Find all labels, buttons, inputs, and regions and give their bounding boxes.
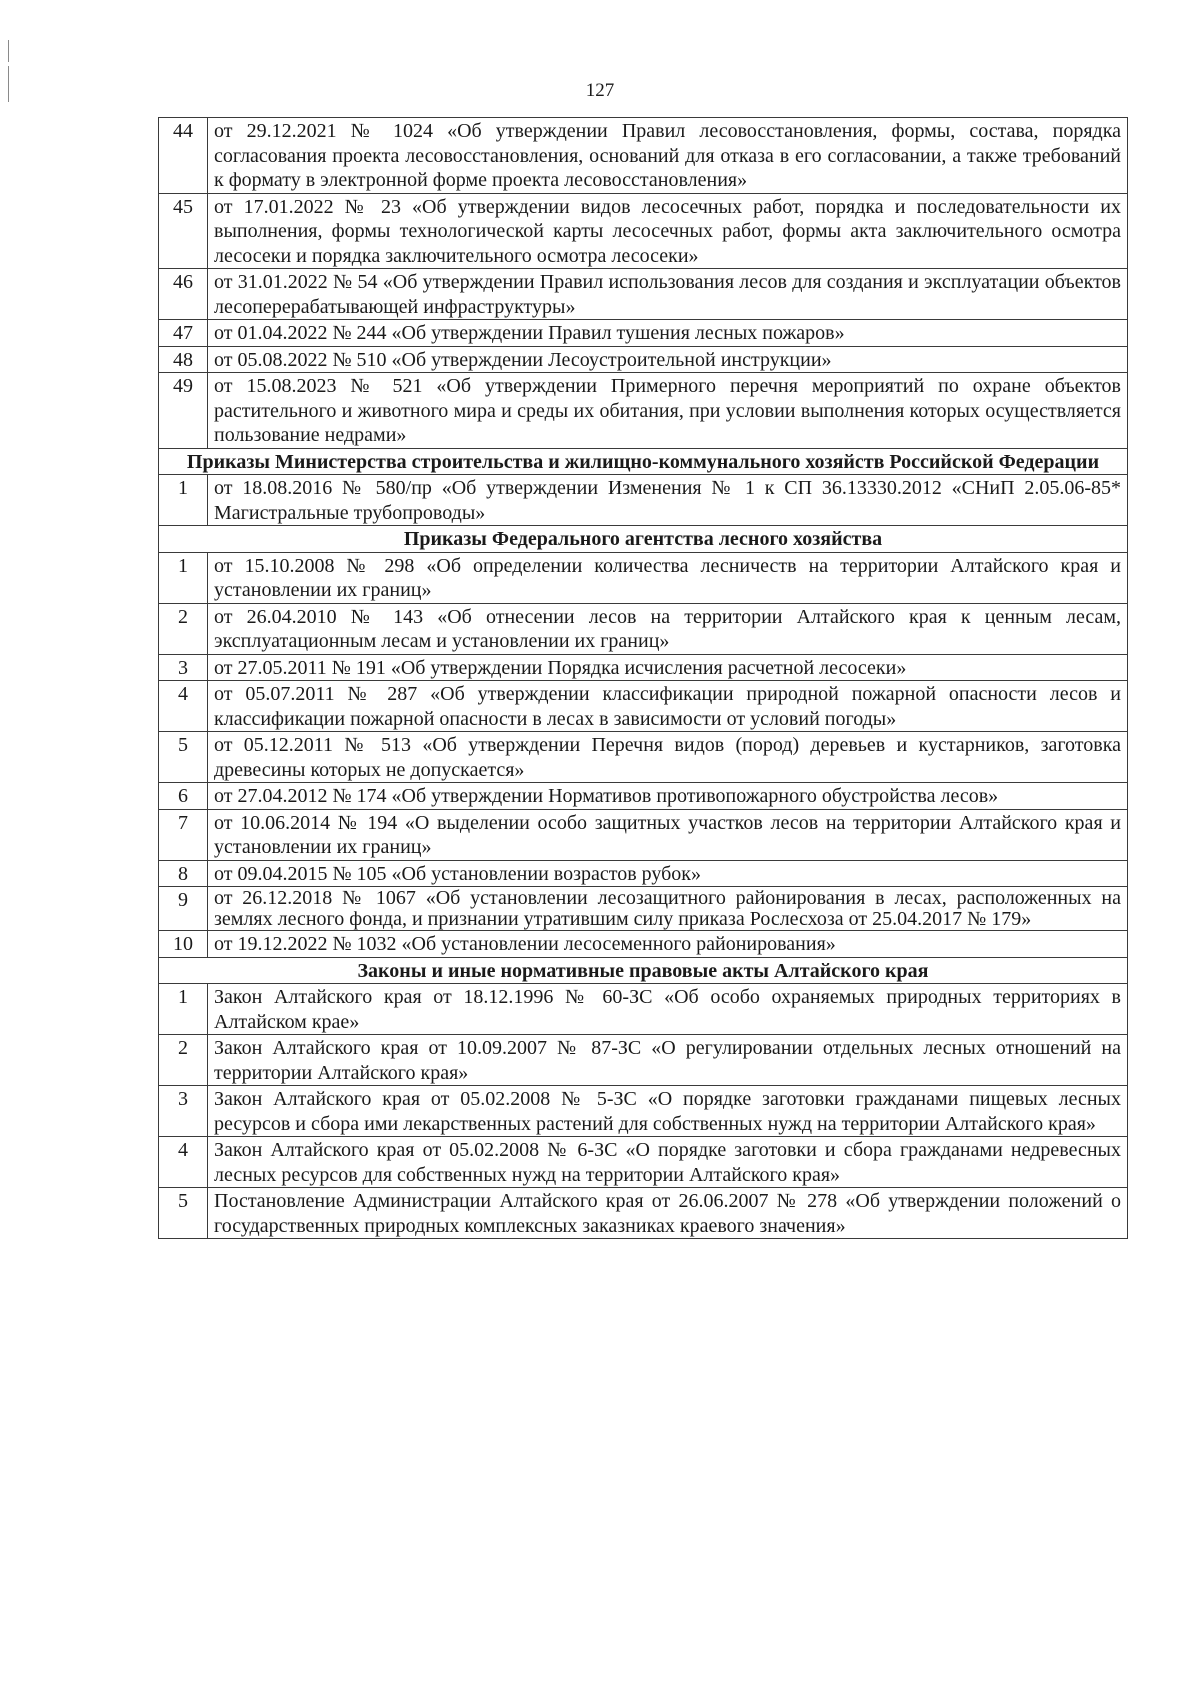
act-description: от 26.04.2010 № 143 «Об отнесении лесов на территории Алтайского края к ценным лесам, эксплуатационным лесам и установлении их границ»	[208, 603, 1128, 654]
section-header-row	[159, 957, 1128, 984]
table-row	[159, 346, 1128, 373]
table-row	[159, 603, 1128, 654]
section-title: Законы и иные нормативные правовые акты Алтайского края	[159, 957, 1128, 984]
table-row	[159, 1137, 1128, 1188]
table-row	[159, 118, 1128, 194]
act-description: от 01.04.2022 № 244 «Об утверждении Правил тушения лесных пожаров»	[208, 320, 1128, 347]
row-number: 4	[159, 1137, 208, 1188]
table-row	[159, 552, 1128, 603]
table-row	[159, 931, 1128, 958]
act-description: от 15.08.2023 № 521 «Об утверждении Примерного перечня мероприятий по охране объектов растительного и животного мира и среды их обитания, при условии выполнения которых осуществляется пользование недрами»	[208, 373, 1128, 449]
row-number: 3	[159, 654, 208, 681]
row-number: 4	[159, 681, 208, 732]
act-description: от 15.10.2008 № 298 «Об определении количества лесничеств на территории Алтайского края и установлении их границ»	[208, 552, 1128, 603]
act-description: от 05.12.2011 № 513 «Об утверждении Перечня видов (пород) деревьев и кустарников, заготовка древесины которых не допускается»	[208, 732, 1128, 783]
table-row	[159, 475, 1128, 526]
table-row	[159, 193, 1128, 269]
act-description: Закон Алтайского края от 05.02.2008 № 6-ЗС «О порядке заготовки и сбора гражданами недревесных лесных ресурсов для собственных нужд на территории Алтайского края»	[208, 1137, 1128, 1188]
page-number: 127	[585, 80, 615, 101]
section-title: Приказы Министерства строительства и жилищно-коммунального хозяйств Российской Федерации	[159, 448, 1128, 475]
table-row	[159, 732, 1128, 783]
row-number: 2	[159, 603, 208, 654]
act-description: от 26.12.2018 № 1067 «Об установлении лесозащитного районирования в лесах, расположенных на землях лесного фонда, и признании утратившим силу приказа Рослесхоза от 25.04.2017 № 179»	[208, 887, 1128, 931]
act-description: Постановление Администрации Алтайского края от 26.06.2007 № 278 «Об утверждении положений о государственных природных комплексных заказниках краевого значения»	[208, 1188, 1128, 1239]
row-number: 46	[159, 269, 208, 320]
table-row	[159, 269, 1128, 320]
table-row	[159, 1086, 1128, 1137]
row-number: 9	[159, 887, 208, 931]
act-description: от 05.08.2022 № 510 «Об утверждении Лесоустроительной инструкции»	[208, 346, 1128, 373]
table-row	[159, 1188, 1128, 1239]
act-description: от 27.04.2012 № 174 «Об утверждении Нормативов противопожарного обустройства лесов»	[208, 783, 1128, 810]
row-number: 2	[159, 1035, 208, 1086]
table-row	[159, 860, 1128, 887]
act-description: от 05.07.2011 № 287 «Об утверждении классификации природной пожарной опасности лесов и классификации пожарной опасности в лесах в зависимости от условий погоды»	[208, 681, 1128, 732]
row-number: 49	[159, 373, 208, 449]
table-row	[159, 809, 1128, 860]
row-number: 45	[159, 193, 208, 269]
section-header-row	[159, 526, 1128, 553]
table-row	[159, 320, 1128, 347]
row-number: 44	[159, 118, 208, 194]
act-description: от 29.12.2021 № 1024 «Об утверждении Правил лесовосстановления, формы, состава, порядка согласования проекта лесовосстановления, оснований для отказа в его согласовании, а также требований к формату в электронной форме проекта лесовосстановления»	[208, 118, 1128, 194]
row-number: 1	[159, 984, 208, 1035]
table-row	[159, 887, 1128, 931]
act-description: от 19.12.2022 № 1032 «Об установлении лесосеменного районирования»	[208, 931, 1128, 958]
act-description: от 17.01.2022 № 23 «Об утверждении видов лесосечных работ, порядка и последовательности их выполнения, формы технологической карты лесосечных работ, формы акта заключительного осмотра лесосеки и порядка заключительного осмотра лесосеки»	[208, 193, 1128, 269]
table-row	[159, 783, 1128, 810]
row-number: 1	[159, 552, 208, 603]
table-row	[159, 373, 1128, 449]
table-row	[159, 681, 1128, 732]
row-number: 8	[159, 860, 208, 887]
act-description: от 27.05.2011 № 191 «Об утверждении Порядка исчисления расчетной лесосеки»	[208, 654, 1128, 681]
table-row	[159, 1035, 1128, 1086]
act-description: Закон Алтайского края от 05.02.2008 № 5-ЗС «О порядке заготовки гражданами пищевых лесных ресурсов и сбора ими лекарственных растений для собственных нужд на территории Алтайского края»	[208, 1086, 1128, 1137]
table-row	[159, 654, 1128, 681]
row-number: 5	[159, 1188, 208, 1239]
act-description: от 10.06.2014 № 194 «О выделении особо защитных участков лесов на территории Алтайского края и установлении их границ»	[208, 809, 1128, 860]
section-title: Приказы Федерального агентства лесного хозяйства	[159, 526, 1128, 553]
table-row	[159, 984, 1128, 1035]
row-number: 6	[159, 783, 208, 810]
act-description: Закон Алтайского края от 10.09.2007 № 87-ЗС «О регулировании отдельных лесных отношений на территории Алтайского края»	[208, 1035, 1128, 1086]
row-number: 5	[159, 732, 208, 783]
act-description: Закон Алтайского края от 18.12.1996 № 60-ЗС «Об особо охраняемых природных территориях в Алтайском крае»	[208, 984, 1128, 1035]
row-number: 47	[159, 320, 208, 347]
act-description: от 18.08.2016 № 580/пр «Об утверждении Изменения № 1 к СП 36.13330.2012 «СНиП 2.05.06-85* Магистральные трубопроводы»	[208, 475, 1128, 526]
legal-acts-table	[158, 117, 1128, 1239]
scan-edge-mark	[8, 40, 9, 62]
row-number: 10	[159, 931, 208, 958]
row-number: 1	[159, 475, 208, 526]
act-description: от 09.04.2015 № 105 «Об установлении возрастов рубок»	[208, 860, 1128, 887]
act-description: от 31.01.2022 № 54 «Об утверждении Правил использования лесов для создания и эксплуатации объектов лесоперерабатывающей инфраструктуры»	[208, 269, 1128, 320]
section-header-row	[159, 448, 1128, 475]
row-number: 48	[159, 346, 208, 373]
row-number: 7	[159, 809, 208, 860]
row-number: 3	[159, 1086, 208, 1137]
